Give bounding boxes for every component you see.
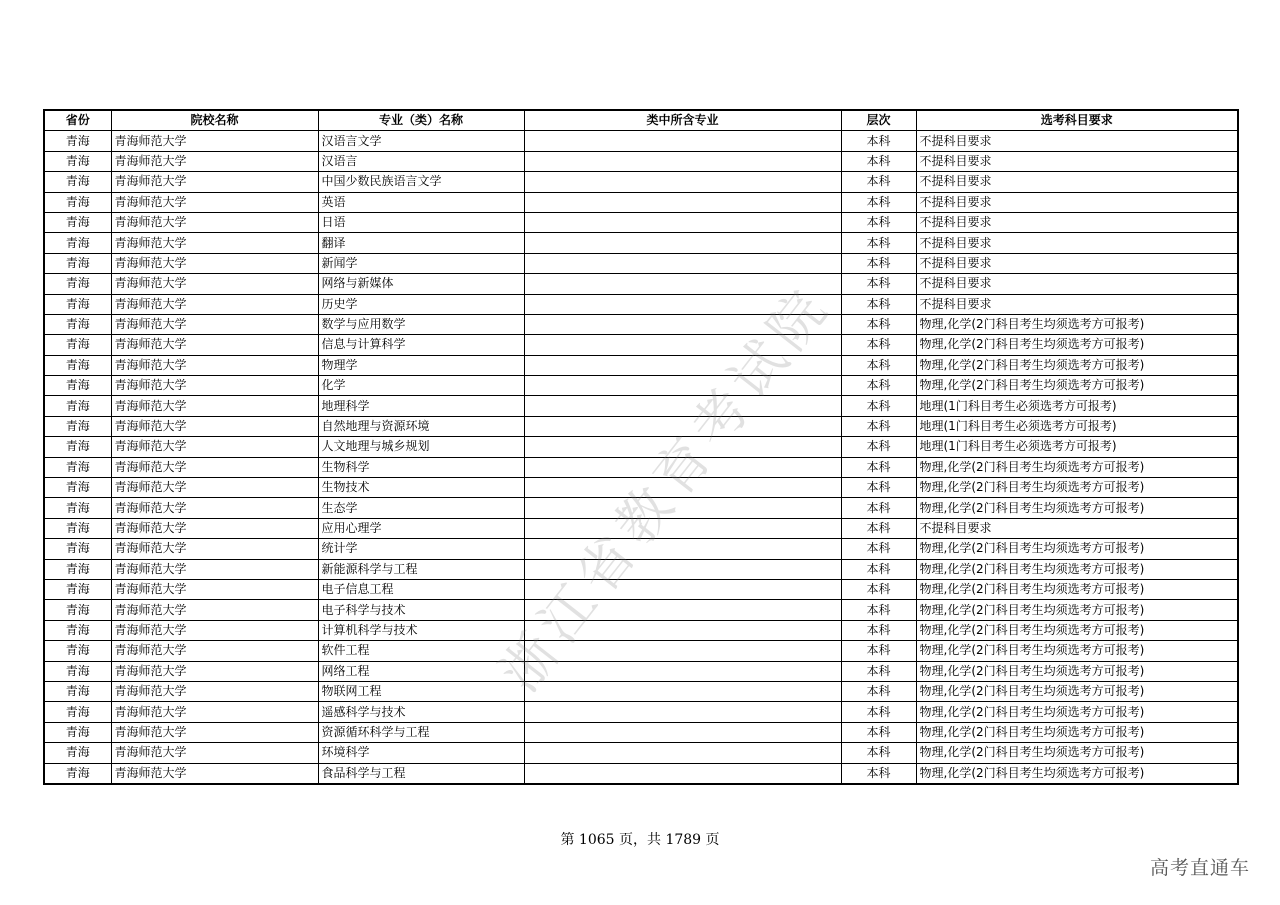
cell-school: 青海师范大学 bbox=[111, 314, 318, 334]
table-row bbox=[44, 498, 1238, 518]
cell-included-majors bbox=[524, 763, 841, 784]
cell-major: 资源循环科学与工程 bbox=[318, 722, 524, 742]
header-included-majors: 类中所含专业 bbox=[524, 110, 841, 131]
cell-level: 本科 bbox=[841, 559, 916, 579]
cell-major: 数学与应用数学 bbox=[318, 314, 524, 334]
cell-school: 青海师范大学 bbox=[111, 355, 318, 375]
cell-level: 本科 bbox=[841, 722, 916, 742]
cell-subject-requirements: 物理,化学(2门科目考生均须选考方可报考) bbox=[916, 620, 1238, 640]
header-level: 层次 bbox=[841, 110, 916, 131]
cell-province: 青海 bbox=[44, 416, 111, 436]
cell-subject-requirements: 物理,化学(2门科目考生均须选考方可报考) bbox=[916, 722, 1238, 742]
cell-subject-requirements: 不提科目要求 bbox=[916, 192, 1238, 212]
cell-subject-requirements: 物理,化学(2门科目考生均须选考方可报考) bbox=[916, 559, 1238, 579]
cell-level: 本科 bbox=[841, 192, 916, 212]
table-row bbox=[44, 151, 1238, 171]
cell-subject-requirements: 不提科目要求 bbox=[916, 294, 1238, 314]
page-number: 第 1065 页，共 1789 页 bbox=[560, 832, 720, 848]
cell-school: 青海师范大学 bbox=[111, 396, 318, 416]
cell-included-majors bbox=[524, 681, 841, 701]
cell-province: 青海 bbox=[44, 743, 111, 763]
cell-level: 本科 bbox=[841, 539, 916, 559]
cell-major: 人文地理与城乡规划 bbox=[318, 437, 524, 457]
cell-included-majors bbox=[524, 192, 841, 212]
cell-subject-requirements: 不提科目要求 bbox=[916, 274, 1238, 294]
cell-province: 青海 bbox=[44, 131, 111, 151]
cell-school: 青海师范大学 bbox=[111, 457, 318, 477]
cell-level: 本科 bbox=[841, 131, 916, 151]
table-row bbox=[44, 314, 1238, 334]
cell-province: 青海 bbox=[44, 702, 111, 722]
cell-school: 青海师范大学 bbox=[111, 518, 318, 538]
cell-level: 本科 bbox=[841, 681, 916, 701]
table-row bbox=[44, 600, 1238, 620]
cell-major: 物联网工程 bbox=[318, 681, 524, 701]
cell-level: 本科 bbox=[841, 396, 916, 416]
cell-province: 青海 bbox=[44, 233, 111, 253]
cell-school: 青海师范大学 bbox=[111, 620, 318, 640]
cell-subject-requirements: 物理,化学(2门科目考生均须选考方可报考) bbox=[916, 600, 1238, 620]
cell-included-majors bbox=[524, 314, 841, 334]
cell-level: 本科 bbox=[841, 233, 916, 253]
cell-province: 青海 bbox=[44, 151, 111, 171]
cell-school: 青海师范大学 bbox=[111, 498, 318, 518]
cell-school: 青海师范大学 bbox=[111, 702, 318, 722]
cell-province: 青海 bbox=[44, 763, 111, 784]
cell-level: 本科 bbox=[841, 661, 916, 681]
watermark: 浙江省教育考试院 bbox=[488, 273, 844, 704]
table-row bbox=[44, 661, 1238, 681]
cell-province: 青海 bbox=[44, 437, 111, 457]
cell-school: 青海师范大学 bbox=[111, 416, 318, 436]
cell-included-majors bbox=[524, 253, 841, 273]
cell-subject-requirements: 物理,化学(2门科目考生均须选考方可报考) bbox=[916, 743, 1238, 763]
table-row bbox=[44, 253, 1238, 273]
cell-major: 中国少数民族语言文学 bbox=[318, 172, 524, 192]
cell-school: 青海师范大学 bbox=[111, 212, 318, 232]
table-body bbox=[44, 131, 1238, 784]
cell-level: 本科 bbox=[841, 518, 916, 538]
cell-major: 信息与计算科学 bbox=[318, 335, 524, 355]
cell-included-majors bbox=[524, 151, 841, 171]
table-row bbox=[44, 437, 1238, 457]
table-row bbox=[44, 763, 1238, 784]
cell-subject-requirements: 不提科目要求 bbox=[916, 212, 1238, 232]
cell-subject-requirements: 物理,化学(2门科目考生均须选考方可报考) bbox=[916, 661, 1238, 681]
cell-major: 物理学 bbox=[318, 355, 524, 375]
table-row bbox=[44, 478, 1238, 498]
table-row bbox=[44, 722, 1238, 742]
cell-major: 新能源科学与工程 bbox=[318, 559, 524, 579]
cell-subject-requirements: 不提科目要求 bbox=[916, 233, 1238, 253]
cell-subject-requirements: 物理,化学(2门科目考生均须选考方可报考) bbox=[916, 376, 1238, 396]
cell-province: 青海 bbox=[44, 722, 111, 742]
table-row bbox=[44, 457, 1238, 477]
cell-level: 本科 bbox=[841, 437, 916, 457]
cell-school: 青海师范大学 bbox=[111, 376, 318, 396]
cell-major: 日语 bbox=[318, 212, 524, 232]
cell-school: 青海师范大学 bbox=[111, 722, 318, 742]
cell-included-majors bbox=[524, 376, 841, 396]
cell-school: 青海师范大学 bbox=[111, 131, 318, 151]
cell-subject-requirements: 物理,化学(2门科目考生均须选考方可报考) bbox=[916, 702, 1238, 722]
cell-subject-requirements: 地理(1门科目考生必须选考方可报考) bbox=[916, 416, 1238, 436]
cell-level: 本科 bbox=[841, 641, 916, 661]
cell-school: 青海师范大学 bbox=[111, 681, 318, 701]
table-row bbox=[44, 192, 1238, 212]
brand-logo-text: 高考直通车 bbox=[1149, 857, 1250, 879]
cell-major: 翻译 bbox=[318, 233, 524, 253]
header-school: 院校名称 bbox=[111, 110, 318, 131]
cell-included-majors bbox=[524, 478, 841, 498]
table-row bbox=[44, 172, 1238, 192]
cell-school: 青海师范大学 bbox=[111, 172, 318, 192]
cell-major: 汉语言文学 bbox=[318, 131, 524, 151]
table-header-row bbox=[44, 110, 1238, 131]
cell-province: 青海 bbox=[44, 620, 111, 640]
cell-school: 青海师范大学 bbox=[111, 661, 318, 681]
header-major: 专业（类）名称 bbox=[318, 110, 524, 131]
cell-included-majors bbox=[524, 416, 841, 436]
cell-school: 青海师范大学 bbox=[111, 539, 318, 559]
cell-school: 青海师范大学 bbox=[111, 641, 318, 661]
table-row bbox=[44, 355, 1238, 375]
cell-province: 青海 bbox=[44, 579, 111, 599]
cell-major: 环境科学 bbox=[318, 743, 524, 763]
cell-major: 历史学 bbox=[318, 294, 524, 314]
table-row bbox=[44, 620, 1238, 640]
cell-school: 青海师范大学 bbox=[111, 274, 318, 294]
cell-province: 青海 bbox=[44, 376, 111, 396]
cell-included-majors bbox=[524, 437, 841, 457]
cell-included-majors bbox=[524, 457, 841, 477]
cell-province: 青海 bbox=[44, 274, 111, 294]
cell-province: 青海 bbox=[44, 641, 111, 661]
cell-subject-requirements: 物理,化学(2门科目考生均须选考方可报考) bbox=[916, 478, 1238, 498]
cell-subject-requirements: 不提科目要求 bbox=[916, 151, 1238, 171]
cell-province: 青海 bbox=[44, 600, 111, 620]
cell-school: 青海师范大学 bbox=[111, 600, 318, 620]
cell-province: 青海 bbox=[44, 457, 111, 477]
cell-level: 本科 bbox=[841, 335, 916, 355]
cell-subject-requirements: 物理,化学(2门科目考生均须选考方可报考) bbox=[916, 498, 1238, 518]
table-row bbox=[44, 641, 1238, 661]
cell-major: 英语 bbox=[318, 192, 524, 212]
cell-major: 网络工程 bbox=[318, 661, 524, 681]
cell-level: 本科 bbox=[841, 172, 916, 192]
cell-level: 本科 bbox=[841, 212, 916, 232]
cell-major: 生态学 bbox=[318, 498, 524, 518]
table-row bbox=[44, 274, 1238, 294]
cell-subject-requirements: 不提科目要求 bbox=[916, 518, 1238, 538]
cell-level: 本科 bbox=[841, 457, 916, 477]
cell-subject-requirements: 不提科目要求 bbox=[916, 253, 1238, 273]
cell-province: 青海 bbox=[44, 681, 111, 701]
cell-major: 食品科学与工程 bbox=[318, 763, 524, 784]
table-row bbox=[44, 559, 1238, 579]
cell-level: 本科 bbox=[841, 355, 916, 375]
cell-province: 青海 bbox=[44, 539, 111, 559]
cell-school: 青海师范大学 bbox=[111, 192, 318, 212]
cell-major: 网络与新媒体 bbox=[318, 274, 524, 294]
cell-included-majors bbox=[524, 743, 841, 763]
cell-province: 青海 bbox=[44, 253, 111, 273]
cell-subject-requirements: 物理,化学(2门科目考生均须选考方可报考) bbox=[916, 763, 1238, 784]
cell-major: 生物科学 bbox=[318, 457, 524, 477]
cell-major: 地理科学 bbox=[318, 396, 524, 416]
cell-school: 青海师范大学 bbox=[111, 151, 318, 171]
cell-province: 青海 bbox=[44, 335, 111, 355]
cell-level: 本科 bbox=[841, 743, 916, 763]
cell-level: 本科 bbox=[841, 314, 916, 334]
cell-level: 本科 bbox=[841, 253, 916, 273]
cell-subject-requirements: 不提科目要求 bbox=[916, 172, 1238, 192]
cell-included-majors bbox=[524, 172, 841, 192]
cell-province: 青海 bbox=[44, 294, 111, 314]
cell-included-majors bbox=[524, 620, 841, 640]
cell-level: 本科 bbox=[841, 763, 916, 784]
cell-major: 遥感科学与技术 bbox=[318, 702, 524, 722]
cell-subject-requirements: 物理,化学(2门科目考生均须选考方可报考) bbox=[916, 457, 1238, 477]
cell-included-majors bbox=[524, 600, 841, 620]
cell-subject-requirements: 不提科目要求 bbox=[916, 131, 1238, 151]
cell-province: 青海 bbox=[44, 355, 111, 375]
cell-included-majors bbox=[524, 396, 841, 416]
cell-level: 本科 bbox=[841, 600, 916, 620]
cell-included-majors bbox=[524, 335, 841, 355]
cell-included-majors bbox=[524, 702, 841, 722]
cell-province: 青海 bbox=[44, 518, 111, 538]
cell-included-majors bbox=[524, 661, 841, 681]
header-subject-requirements: 选考科目要求 bbox=[916, 110, 1238, 131]
cell-school: 青海师范大学 bbox=[111, 233, 318, 253]
cell-school: 青海师范大学 bbox=[111, 763, 318, 784]
cell-major: 生物技术 bbox=[318, 478, 524, 498]
cell-subject-requirements: 物理,化学(2门科目考生均须选考方可报考) bbox=[916, 355, 1238, 375]
cell-province: 青海 bbox=[44, 314, 111, 334]
table-row bbox=[44, 294, 1238, 314]
table-row bbox=[44, 396, 1238, 416]
table-row bbox=[44, 518, 1238, 538]
cell-school: 青海师范大学 bbox=[111, 437, 318, 457]
cell-subject-requirements: 物理,化学(2门科目考生均须选考方可报考) bbox=[916, 641, 1238, 661]
header-province: 省份 bbox=[44, 110, 111, 131]
cell-major: 化学 bbox=[318, 376, 524, 396]
cell-level: 本科 bbox=[841, 376, 916, 396]
cell-major: 软件工程 bbox=[318, 641, 524, 661]
cell-province: 青海 bbox=[44, 212, 111, 232]
cell-province: 青海 bbox=[44, 172, 111, 192]
cell-level: 本科 bbox=[841, 416, 916, 436]
cell-major: 电子信息工程 bbox=[318, 579, 524, 599]
cell-major: 应用心理学 bbox=[318, 518, 524, 538]
cell-subject-requirements: 地理(1门科目考生必须选考方可报考) bbox=[916, 437, 1238, 457]
cell-included-majors bbox=[524, 498, 841, 518]
cell-major: 自然地理与资源环境 bbox=[318, 416, 524, 436]
cell-school: 青海师范大学 bbox=[111, 294, 318, 314]
cell-school: 青海师范大学 bbox=[111, 335, 318, 355]
majors-table bbox=[43, 109, 1239, 785]
cell-included-majors bbox=[524, 355, 841, 375]
cell-level: 本科 bbox=[841, 702, 916, 722]
cell-included-majors bbox=[524, 722, 841, 742]
cell-level: 本科 bbox=[841, 151, 916, 171]
cell-included-majors bbox=[524, 131, 841, 151]
cell-school: 青海师范大学 bbox=[111, 579, 318, 599]
cell-subject-requirements: 物理,化学(2门科目考生均须选考方可报考) bbox=[916, 681, 1238, 701]
cell-province: 青海 bbox=[44, 498, 111, 518]
cell-included-majors bbox=[524, 641, 841, 661]
table-row bbox=[44, 539, 1238, 559]
cell-level: 本科 bbox=[841, 620, 916, 640]
cell-included-majors bbox=[524, 539, 841, 559]
cell-major: 新闻学 bbox=[318, 253, 524, 273]
cell-province: 青海 bbox=[44, 478, 111, 498]
cell-school: 青海师范大学 bbox=[111, 559, 318, 579]
table-row bbox=[44, 416, 1238, 436]
cell-school: 青海师范大学 bbox=[111, 743, 318, 763]
cell-subject-requirements: 物理,化学(2门科目考生均须选考方可报考) bbox=[916, 579, 1238, 599]
cell-level: 本科 bbox=[841, 579, 916, 599]
cell-province: 青海 bbox=[44, 661, 111, 681]
table-row bbox=[44, 681, 1238, 701]
table-row bbox=[44, 212, 1238, 232]
table-row bbox=[44, 579, 1238, 599]
cell-major: 汉语言 bbox=[318, 151, 524, 171]
cell-major: 统计学 bbox=[318, 539, 524, 559]
table-row bbox=[44, 376, 1238, 396]
cell-included-majors bbox=[524, 559, 841, 579]
table-row bbox=[44, 131, 1238, 151]
cell-subject-requirements: 物理,化学(2门科目考生均须选考方可报考) bbox=[916, 314, 1238, 334]
cell-included-majors bbox=[524, 212, 841, 232]
cell-province: 青海 bbox=[44, 559, 111, 579]
table-row bbox=[44, 233, 1238, 253]
cell-school: 青海师范大学 bbox=[111, 478, 318, 498]
cell-school: 青海师范大学 bbox=[111, 253, 318, 273]
cell-level: 本科 bbox=[841, 498, 916, 518]
cell-province: 青海 bbox=[44, 192, 111, 212]
cell-subject-requirements: 物理,化学(2门科目考生均须选考方可报考) bbox=[916, 335, 1238, 355]
cell-province: 青海 bbox=[44, 396, 111, 416]
cell-major: 计算机科学与技术 bbox=[318, 620, 524, 640]
cell-level: 本科 bbox=[841, 294, 916, 314]
cell-included-majors bbox=[524, 518, 841, 538]
cell-level: 本科 bbox=[841, 274, 916, 294]
table-row bbox=[44, 702, 1238, 722]
cell-major: 电子科学与技术 bbox=[318, 600, 524, 620]
cell-included-majors bbox=[524, 274, 841, 294]
cell-included-majors bbox=[524, 233, 841, 253]
cell-included-majors bbox=[524, 579, 841, 599]
cell-subject-requirements: 地理(1门科目考生必须选考方可报考) bbox=[916, 396, 1238, 416]
table-row bbox=[44, 743, 1238, 763]
cell-subject-requirements: 物理,化学(2门科目考生均须选考方可报考) bbox=[916, 539, 1238, 559]
table-row bbox=[44, 335, 1238, 355]
cell-level: 本科 bbox=[841, 478, 916, 498]
cell-included-majors bbox=[524, 294, 841, 314]
